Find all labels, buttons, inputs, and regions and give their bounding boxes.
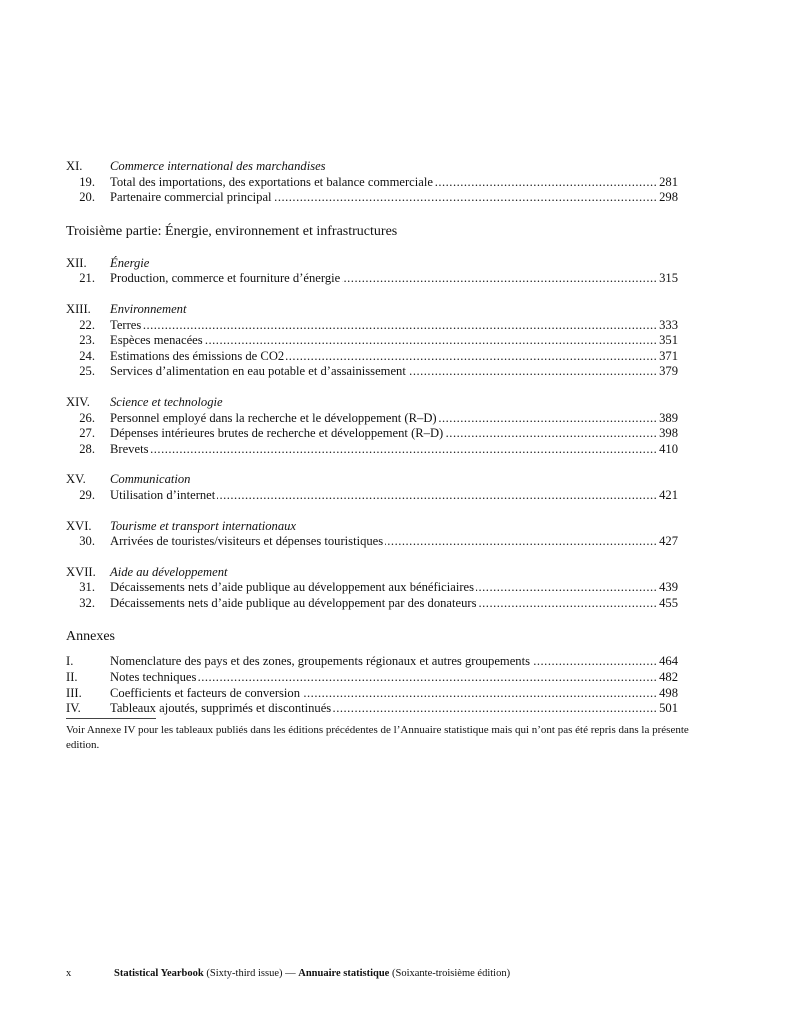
entry-number: 31. [79,580,95,595]
section-title: Science et technologie [110,394,223,409]
entry-title [110,411,658,427]
entry-title [110,686,658,702]
entry-title [110,654,658,670]
entry-number: 23. [79,333,95,348]
toc-entry[interactable] [66,686,678,702]
entry-title [110,271,658,287]
entry-text: Production, commerce et fourniture d’énergie [110,271,341,286]
entry-text: Décaissements nets d’aide publique au développement aux bénéficiaires [110,580,475,595]
section-title: Commerce international des marchandises [110,159,326,173]
toc-section [66,565,678,612]
entry-number: 19. [79,174,95,189]
section-roman: XI. [66,159,83,173]
section-roman: XII. [66,255,87,270]
entry-title [110,701,658,717]
entry-text: Décaissements nets d’aide publique au développement par des donateurs [110,595,477,610]
entry-page: 389 [659,410,678,425]
entry-title [110,190,658,206]
entry-number: 20. [79,190,95,205]
annexes-heading: Annexes [66,629,115,645]
entry-title [110,364,658,380]
entry-number: III. [66,685,82,700]
entry-title [110,318,658,334]
entry-page: 371 [659,348,678,363]
entry-text: Coefficients et facteurs de conversion [110,685,301,700]
footer-en-edition: (Sixty-third issue) — [203,968,299,979]
entry-page: 455 [659,595,678,610]
entry-text: Arrivées de touristes/visiteurs et dépenses touristiques [110,534,384,549]
entry-page: 351 [659,333,678,348]
toc-section [66,159,678,206]
toc-entry[interactable] [66,175,678,191]
part-heading: Troisième partie: Énergie, environnement et infrastructures [66,223,398,239]
section-roman: XIII. [66,301,91,316]
entry-number: 26. [79,410,95,425]
entry-number: 21. [79,271,95,286]
footer-fr-title: Annuaire statistique [298,968,390,979]
entry-number: 25. [79,364,95,379]
entry-title [110,596,658,612]
toc-entry[interactable] [66,318,678,334]
entry-text: Total des importations, des exportations et balance commerciale [110,174,433,189]
toc-entry[interactable] [66,670,678,686]
section-heading [66,159,678,175]
toc-entry[interactable] [66,654,678,670]
toc-entry[interactable] [66,596,678,612]
footnote-rule [66,718,156,719]
toc-section [66,519,678,550]
entry-text: Nomenclature des pays et des zones, groupements régionaux et autres groupements [110,654,531,669]
section-roman: XVI. [66,518,92,533]
entry-text: Tableaux ajoutés, supprimés et discontinués [110,701,332,716]
toc-entry[interactable] [66,701,678,717]
section-roman: XV. [66,472,86,487]
section-heading [66,302,678,318]
toc-section [66,302,678,380]
entry-title [110,580,658,596]
page-footer [66,968,510,979]
section-title: Tourisme et transport internationaux [110,518,297,533]
entry-page: 333 [659,317,678,332]
entry-number: I. [66,654,74,669]
entry-title [110,488,658,504]
toc-entry[interactable] [66,190,678,206]
entry-page: 298 [659,190,678,205]
footer-en-title: Statistical Yearbook [114,968,204,979]
entry-number: 24. [79,348,95,363]
table-of-contents [66,159,678,717]
footer-fr-edition: (Soixante-troisième édition) [389,968,511,979]
toc-section [66,256,678,287]
entry-title [110,426,658,442]
entry-page: 501 [659,701,678,716]
entry-page: 427 [659,534,678,549]
entry-number: II. [66,670,78,685]
entry-text: Dépenses intérieures brutes de recherche et développement (R–D) [110,426,444,441]
entry-title [110,349,658,365]
footnote: Voir Annexe IV pour les tableaux publiés dans les éditions précédentes de l’Annuaire statistique mais qui n’ont pas été repris dans la présente edition. [66,724,689,751]
section-roman: XVII. [66,564,96,579]
toc-entry[interactable] [66,333,678,349]
section-title: Communication [110,472,191,487]
toc-entry[interactable] [66,364,678,380]
entry-number: 29. [79,487,95,502]
entry-title [110,442,658,458]
entry-text: Utilisation d’internet [110,487,216,502]
section-title: Énergie [110,255,150,270]
section-heading [66,519,678,535]
section-heading [66,256,678,272]
entry-number: 32. [79,595,95,610]
entry-page: 498 [659,685,678,700]
entry-page: 439 [659,580,678,595]
entry-text: Espèces menacées [110,333,203,348]
entry-page: 410 [659,441,678,456]
toc-entry[interactable] [66,534,678,550]
section-heading [66,565,678,581]
entry-text: Notes techniques [110,670,197,685]
entry-title [110,175,658,191]
entry-text: Partenaire commercial principal [110,190,272,205]
section-title: Aide au développement [110,564,228,579]
toc-entry[interactable] [66,442,678,458]
entry-page: 464 [659,654,678,669]
entry-title [110,534,658,550]
entry-page: 281 [659,174,678,189]
section-title: Environnement [110,301,187,316]
toc-entry[interactable] [66,426,678,442]
entry-number: IV. [66,701,81,716]
toc-entry[interactable] [66,411,678,427]
entry-page: 398 [659,426,678,441]
page-number: x [66,968,72,979]
entry-text: Terres [110,317,142,332]
toc-section [66,472,678,503]
entry-number: 28. [79,441,95,456]
section-heading [66,472,678,488]
entry-title [110,333,658,349]
entry-number: 30. [79,534,95,549]
entry-title [110,670,658,686]
toc-entry[interactable] [66,580,678,596]
entry-text: Brevets [110,441,149,456]
toc-entry[interactable] [66,271,678,287]
entry-page: 482 [659,670,678,685]
entry-page: 379 [659,364,678,379]
entry-number: 22. [79,317,95,332]
entry-text: Personnel employé dans la recherche et le développement (R–D) [110,410,437,425]
toc-entry[interactable] [66,488,678,504]
section-roman: XIV. [66,394,90,409]
entry-text: Estimations des émissions de CO2 [110,348,285,363]
entry-text: Services d’alimentation en eau potable et d’assainissement [110,364,406,379]
entry-page: 315 [659,271,678,286]
entry-number: 27. [79,426,95,441]
section-heading [66,395,678,411]
entry-page: 421 [659,487,678,502]
toc-section [66,395,678,457]
toc-entry[interactable] [66,349,678,365]
